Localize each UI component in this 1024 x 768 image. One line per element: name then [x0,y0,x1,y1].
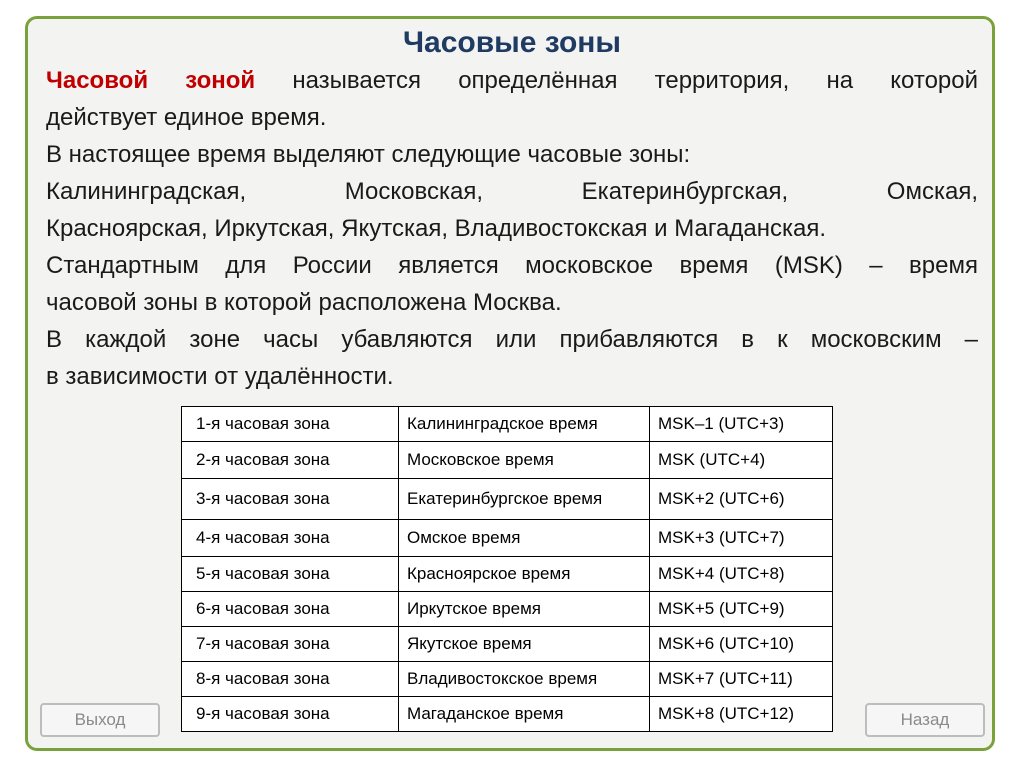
zone-cell: 3-я часовая зона [182,479,399,520]
paragraph-offset-line1: В каждой зоне часы убавляются или прибавляются в к московским – [46,326,978,353]
zone-name-cell: Екатеринбургское время [399,479,650,520]
table-row [182,479,833,520]
paragraph-definition-line2: действует единое время. [46,104,327,131]
zone-cell: 1-я часовая зона [182,407,399,442]
zone-name-cell: Калининградское время [399,407,650,442]
term-highlight: Часовой зоной [46,67,256,94]
zone-offset-cell: MSK+5 (UTC+9) [650,592,833,627]
paragraph-standard-line2: часовой зоны в которой расположена Москва. [46,289,562,316]
zone-offset-cell: MSK+2 (UTC+6) [650,479,833,520]
zone-offset-cell: MSK+3 (UTC+7) [650,520,833,557]
table-row [182,592,833,627]
zone-offset-cell: MSK (UTC+4) [650,442,833,479]
zone-name-cell: Магаданское время [399,697,650,732]
zone-name-cell: Владивостокское время [399,662,650,697]
paragraph-standard-line1: Стандартным для России является московское время (MSK) – время [46,252,978,279]
table-row [182,520,833,557]
paragraph-zones-line1: Калининградская, Московская, Екатеринбургская, Омская, [46,178,978,205]
paragraph-intro: В настоящее время выделяют следующие часовые зоны: [46,141,691,168]
table-row [182,627,833,662]
paragraph-definition-line1 [46,62,978,99]
zone-cell: 8-я часовая зона [182,662,399,697]
zone-name-cell: Якутское время [399,627,650,662]
paragraph-zones-line2: Красноярская, Иркутская, Якутская, Владивостокская и Магаданская. [46,215,827,242]
table-row [182,697,833,732]
page-title: Часовые зоны [402,26,622,59]
zone-name-cell: Омское время [399,520,650,557]
table-row [182,442,833,479]
zone-name-cell: Красноярское время [399,557,650,592]
zone-offset-cell: MSK+7 (UTC+11) [650,662,833,697]
zone-offset-cell: MSK+4 (UTC+8) [650,557,833,592]
table-row [182,557,833,592]
zone-offset-cell: MSK+6 (UTC+10) [650,627,833,662]
zone-offset-cell: MSK+8 (UTC+12) [650,697,833,732]
table-row [182,407,833,442]
zone-name-cell: Иркутское время [399,592,650,627]
table-row [182,662,833,697]
zone-cell: 4-я часовая зона [182,520,399,557]
zone-cell: 6-я часовая зона [182,592,399,627]
body-text [46,62,978,395]
zone-cell: 9-я часовая зона [182,697,399,732]
back-button[interactable]: Назад [865,703,985,737]
zone-cell: 7-я часовая зона [182,627,399,662]
definition-text: называется определённая территория, на которой [292,67,979,94]
exit-button[interactable]: Выход [40,703,160,737]
timezone-table [181,406,833,732]
zone-name-cell: Московское время [399,442,650,479]
paragraph-offset-line2: в зависимости от удалённости. [46,363,394,390]
zone-cell: 5-я часовая зона [182,557,399,592]
zone-offset-cell: MSK–1 (UTC+3) [650,407,833,442]
zone-cell: 2-я часовая зона [182,442,399,479]
